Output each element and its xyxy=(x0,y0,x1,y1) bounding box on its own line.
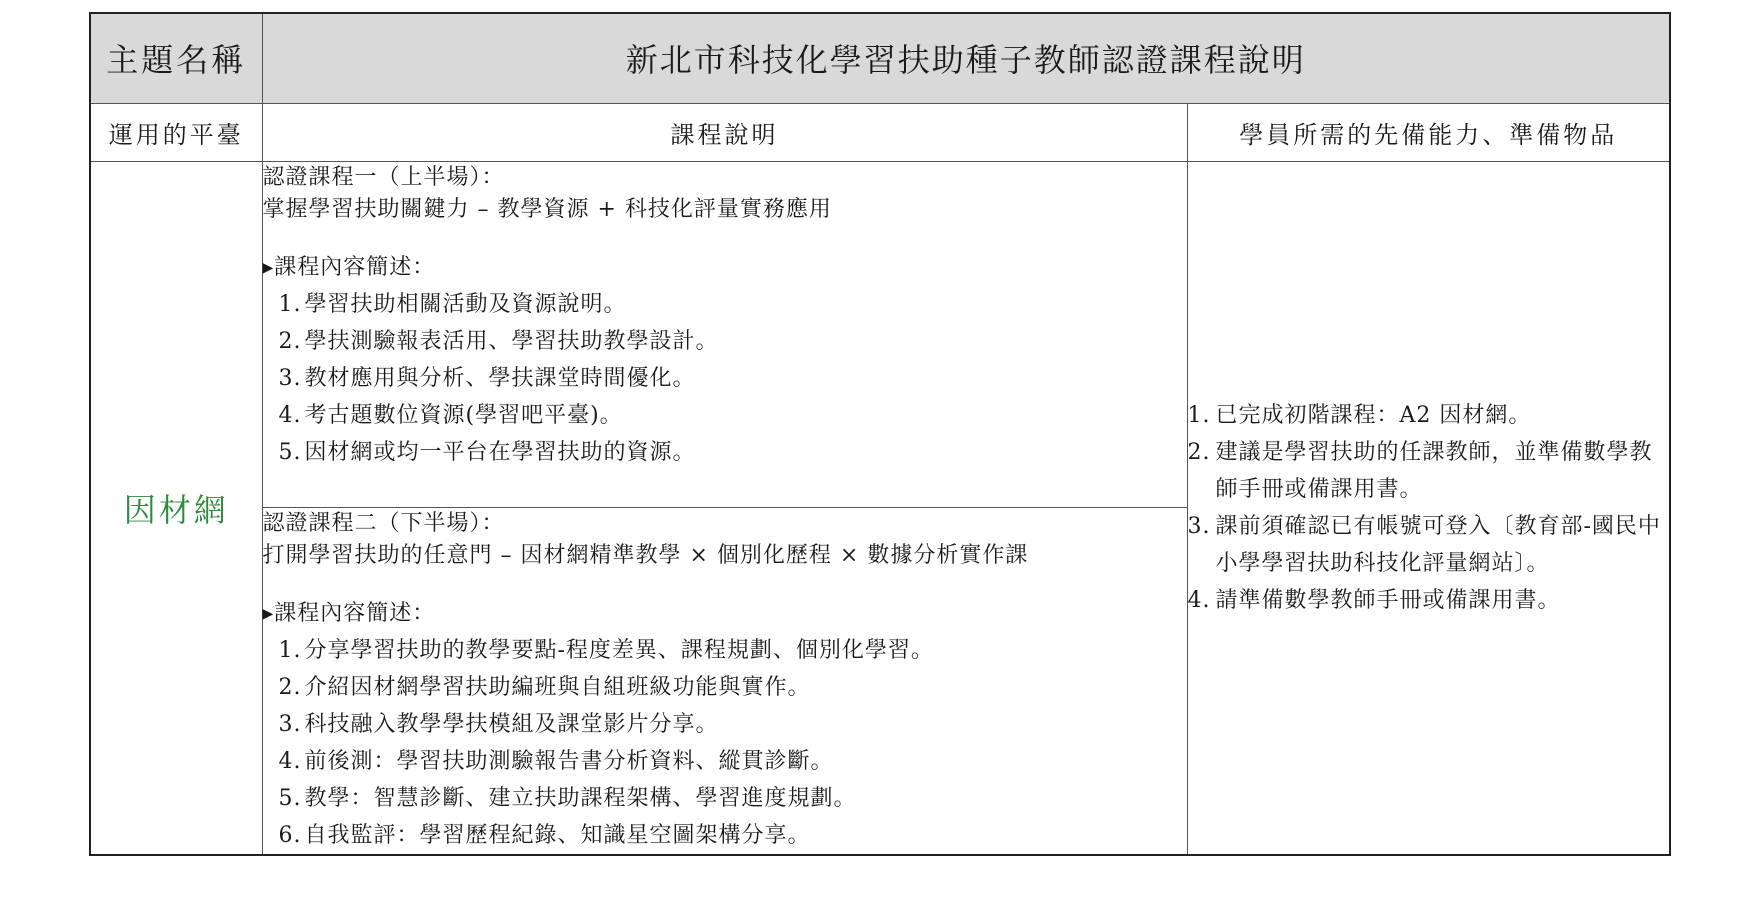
list-item: 1. 學習扶助相關活動及資源說明。 xyxy=(278,291,627,317)
course2-block xyxy=(262,507,1187,855)
theme-label-cell xyxy=(90,13,262,103)
course2-items xyxy=(263,632,1187,854)
platform-header-cell xyxy=(90,103,262,161)
page-title: 新北市科技化學習扶助種子教師認證課程說明 xyxy=(625,41,1306,80)
list-item: 6. 自我監評：學習歷程紀錄、知識星空圖架構分享。 xyxy=(278,822,811,848)
list-item: 2. 介紹因材網學習扶助編班與自組班級功能與實作。 xyxy=(278,674,811,700)
description-header-cell xyxy=(262,103,1187,161)
course1-title: 認證課程一（上半場）： xyxy=(262,164,505,190)
list-item: 5. 教學：智慧診斷、建立扶助課程架構、學習進度規劃。 xyxy=(278,785,857,811)
theme-label: 主題名稱 xyxy=(106,41,247,80)
description-header: 課程說明 xyxy=(670,120,779,149)
course1-block xyxy=(262,161,1187,507)
list-item: 4. 前後測：學習扶助測驗報告書分析資料、縱貫診斷。 xyxy=(278,748,834,774)
course1-summary xyxy=(263,252,1187,284)
course2-summary xyxy=(263,598,1187,630)
list-item: 4. 考古題數位資源(學習吧平臺)。 xyxy=(278,402,623,428)
course2-title: 認證課程二（下半場）： xyxy=(262,510,505,536)
course2-summary-label: 課程內容簡述： xyxy=(274,600,436,626)
list-item: 3. 教材應用與分析、學扶課堂時間優化。 xyxy=(278,365,696,391)
list-item: 3. 課前須確認已有帳號可登入〔教育部-國民中小學學習扶助科技化評量網站〕。 xyxy=(1187,513,1661,576)
list-item: 4. 請準備數學教師手冊或備課用書。 xyxy=(1187,587,1561,613)
course-table xyxy=(89,12,1671,856)
prerequisites-list xyxy=(1188,397,1670,619)
course1-summary-label: 課程內容簡述： xyxy=(274,254,436,280)
prerequisites-header-cell xyxy=(1187,103,1670,161)
triangle-bullet-icon: ▶ xyxy=(262,605,275,622)
list-item: 2. 建議是學習扶助的任課教師，並準備數學教師手冊或備課用書。 xyxy=(1187,439,1653,502)
course1-items xyxy=(263,286,1187,471)
prerequisites-header: 學員所需的先備能力、準備物品 xyxy=(1239,120,1618,149)
prerequisites-cell xyxy=(1187,161,1670,855)
course2-subtitle: 打開學習扶助的任意門 – 因材網精準教學 × 個別化歷程 × 數據分析實作課 xyxy=(262,542,1029,568)
title-cell xyxy=(262,13,1670,103)
triangle-bullet-icon: ▶ xyxy=(262,259,275,276)
list-item: 3. 科技融入教學學扶模組及課堂影片分享。 xyxy=(278,711,719,737)
list-item: 5. 因材網或均一平台在學習扶助的資源。 xyxy=(278,439,696,465)
list-item: 1. 已完成初階課程：A2 因材網。 xyxy=(1187,402,1532,428)
list-item: 2. 學扶測驗報表活用、學習扶助教學設計。 xyxy=(278,328,719,354)
platform-name: 因材網 xyxy=(123,490,229,529)
platform-header: 運用的平臺 xyxy=(108,120,244,149)
course1-subtitle: 掌握學習扶助關鍵力 – 教學資源 + 科技化評量實務應用 xyxy=(262,196,832,222)
platform-cell xyxy=(90,161,262,855)
list-item: 1. 分享學習扶助的教學要點-程度差異、課程規劃、個別化學習。 xyxy=(278,637,934,663)
